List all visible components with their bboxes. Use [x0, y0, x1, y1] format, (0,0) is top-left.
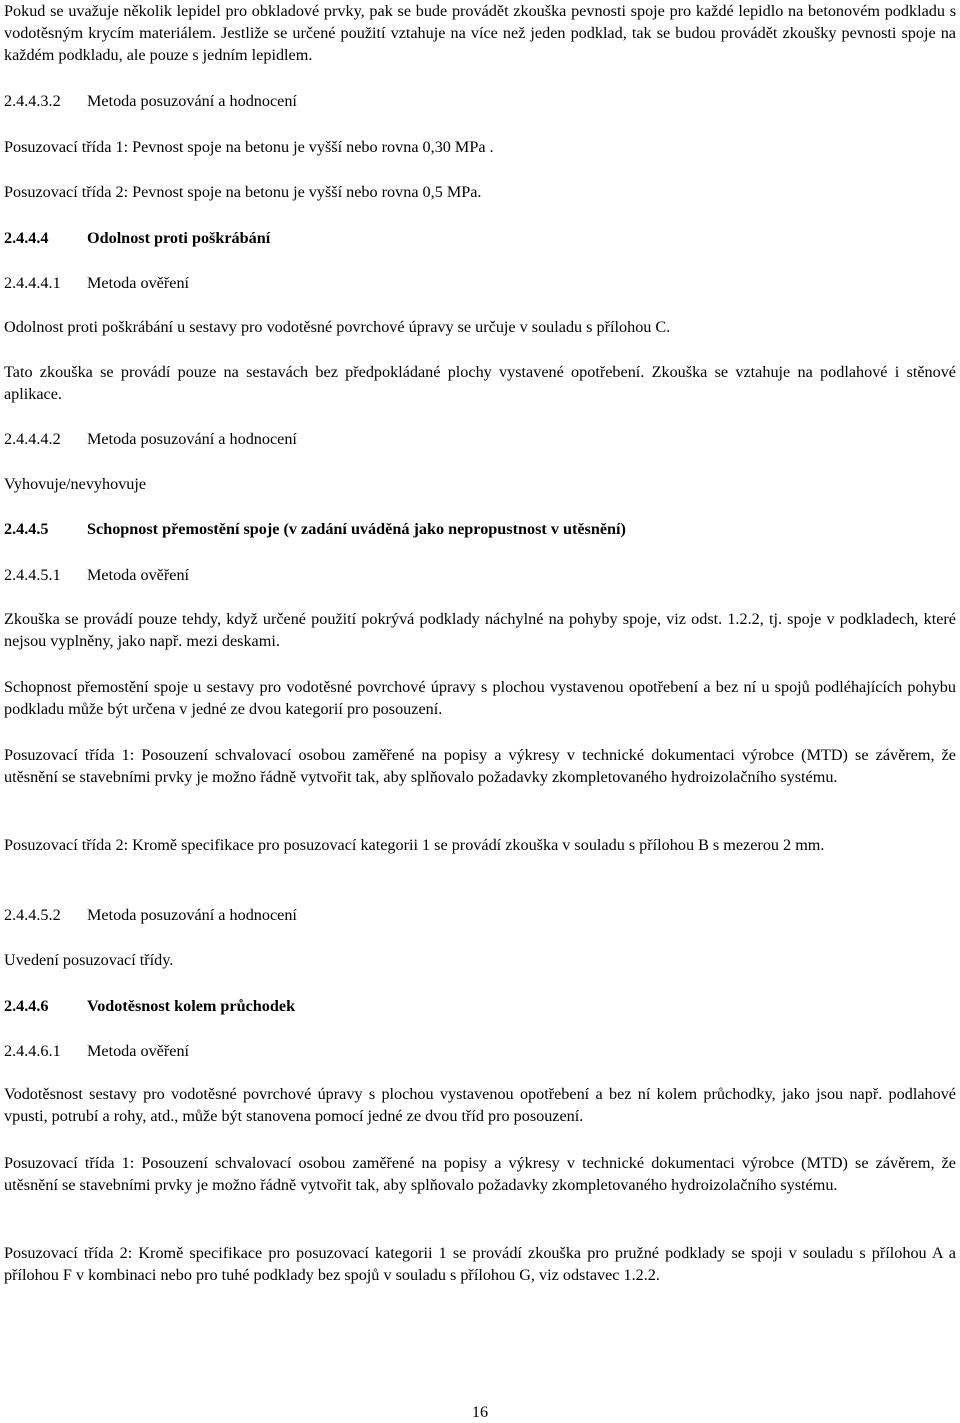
heading-text: Vodotěsnost kolem průchodek: [87, 997, 296, 1015]
heading-text: Odolnost proti poškrábání: [87, 229, 271, 247]
heading-text: Metoda posuzování a hodnocení: [87, 906, 297, 924]
paragraph: Zkouška se provádí pouze tehdy, když určené použití pokrývá podklady náchylné na pohyby spoje, viz odst. 1.2.2, tj. spoje v podkladech, které nejsou vyplněny, jako např. mezi deskami.: [4, 610, 956, 651]
heading-number: 2.4.4.6: [4, 997, 49, 1015]
heading-text: Metoda ověření: [87, 1042, 190, 1060]
heading-number: 2.4.4.4.1: [4, 274, 61, 292]
heading-number: 2.4.4.5.2: [4, 906, 61, 924]
heading-text: Metoda ověření: [87, 566, 190, 584]
heading-number: 2.4.4.4: [4, 229, 49, 247]
paragraph: Schopnost přemostění spoje u sestavy pro vodotěsné povrchové úpravy s plochou vystavenou opotřebení a bez ní u spojů podléhajících pohybu podkladu může být určena v jedné ze dvou kategorií pro posouzení.: [4, 678, 956, 719]
section-heading-2-4-4-5-1: [4, 564, 956, 586]
heading-text: Metoda posuzování a hodnocení: [87, 430, 297, 448]
section-heading-2-4-4-4: [4, 227, 956, 249]
paragraph: Posuzovací třída 2: Kromě specifikace pro posuzovací kategorii 1 se provádí zkouška pro pružné podklady se spoji v souladu s přílohou A a přílohou F v kombinaci nebo pro tuhé podklady bez spojů v souladu s přílohou G, viz odstavec 1.2.2.: [4, 1244, 956, 1285]
paragraph: Tato zkouška se provádí pouze na sestavách bez předpokládané plochy vystavené opotřebení. Zkouška se vztahuje na podlahové i stěnové aplikace.: [4, 363, 956, 404]
section-heading-2-4-4-6-1: [4, 1040, 956, 1062]
heading-number: 2.4.4.4.2: [4, 430, 61, 448]
heading-number: 2.4.4.3.2: [4, 92, 61, 110]
paragraph: Uvedení posuzovací třídy.: [4, 951, 174, 969]
page-number: 16: [471, 1403, 489, 1421]
paragraph: Posuzovací třída 1: Pevnost spoje na betonu je vyšší nebo rovna 0,30 MPa .: [4, 138, 494, 156]
section-heading-2-4-4-6: [4, 995, 956, 1017]
paragraph: Pokud se uvažuje několik lepidel pro obkladové prvky, pak se bude provádět zkouška pevnosti spoje pro každé lepidlo na betonovém podkladu s vodotěsným krycím materiálem. Jestliže se určené použití vztahuje na více než jeden podklad, tak se budou provádět zkoušky pevnosti spoje na každém podkladu, ale pouze s jedním lepidlem.: [4, 2, 956, 65]
paragraph: Posuzovací třída 2: Kromě specifikace pro posuzovací kategorii 1 se provádí zkouška v souladu s přílohou B s mezerou 2 mm.: [4, 836, 825, 854]
heading-text: Metoda ověření: [87, 274, 190, 292]
section-heading-2-4-4-4-2: [4, 428, 956, 450]
paragraph: Vodotěsnost sestavy pro vodotěsné povrchové úpravy s plochou vystavenou opotřebení a bez ní kolem průchodky, jako jsou např. podlahové vpusti, potrubí a rohy, atd., může být stanovena pomocí jedné ze dvou tříd pro posouzení.: [4, 1085, 956, 1126]
heading-number: 2.4.4.6.1: [4, 1042, 61, 1060]
section-heading-2-4-4-3-2: [4, 90, 956, 112]
section-heading-2-4-4-5-2: [4, 904, 956, 926]
section-heading-2-4-4-4-1: [4, 272, 956, 294]
heading-number: 2.4.4.5.1: [4, 566, 61, 584]
paragraph: Odolnost proti poškrábání u sestavy pro vodotěsné povrchové úpravy se určuje v souladu s přílohou C.: [4, 318, 671, 336]
paragraph: Posuzovací třída 2: Pevnost spoje na betonu je vyšší nebo rovna 0,5 MPa.: [4, 183, 482, 201]
section-heading-2-4-4-5: [4, 518, 956, 540]
paragraph: Posuzovací třída 1: Posouzení schvalovací osobou zaměřené na popisy a výkresy v technické dokumentaci výrobce (MTD) se závěrem, že utěsnění se stavebními prvky je možno řádně vytvořit tak, aby splňovalo požadavky zkompletovaného hydroizolačního systému.: [4, 1154, 956, 1195]
heading-text: Schopnost přemostění spoje (v zadání uváděná jako nepropustnost v utěsnění): [87, 520, 626, 538]
heading-number: 2.4.4.5: [4, 520, 49, 538]
paragraph: Vyhovuje/nevyhovuje: [4, 475, 147, 493]
heading-text: Metoda posuzování a hodnocení: [87, 92, 297, 110]
paragraph: Posuzovací třída 1: Posouzení schvalovací osobou zaměřené na popisy a výkresy v technické dokumentaci výrobce (MTD) se závěrem, že utěsnění se stavebními prvky je možno řádně vytvořit tak, aby splňovalo požadavky zkompletovaného hydroizolačního systému.: [4, 746, 956, 787]
